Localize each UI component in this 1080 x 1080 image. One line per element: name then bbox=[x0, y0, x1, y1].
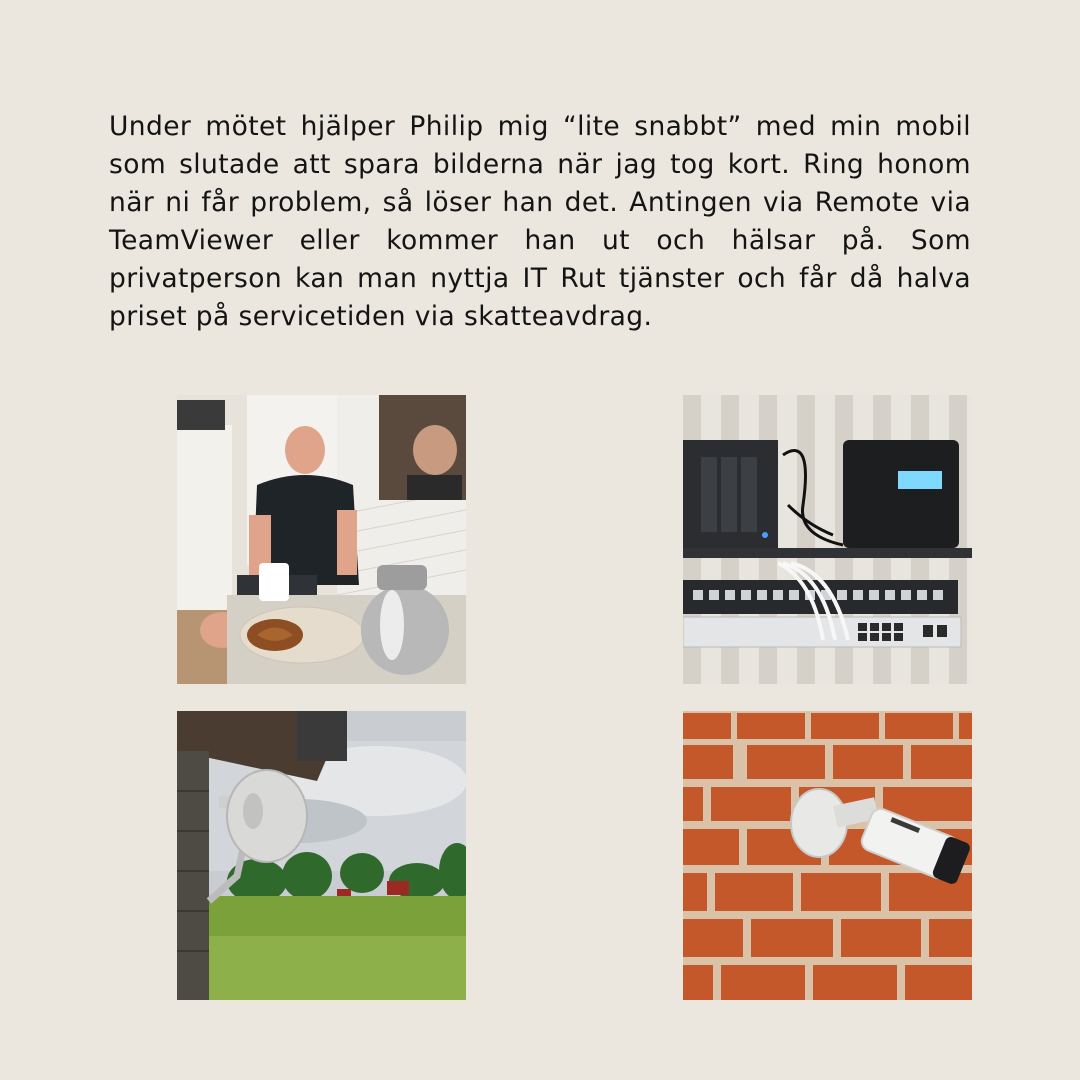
security-camera-icon bbox=[683, 711, 972, 1000]
photo-man-at-table bbox=[177, 395, 466, 684]
body-paragraph: Under mötet hjälper Philip mig “lite snabbt” med min mobil som slutade att spara bilderna när jag tog kort. Ring honom när ni får problem, så löser han det. Antingen via Remote via TeamViewer eller kommer han ut och hälsar på. Som privatperson kan man nyttja IT Rut tjänster och får då halva priset på servicetiden via skatteavdrag. bbox=[109, 111, 971, 332]
person-with-coffee-icon bbox=[177, 395, 466, 684]
server-rack-icon bbox=[683, 395, 972, 684]
photo-network-rack bbox=[683, 395, 972, 684]
satellite-dish-icon bbox=[177, 711, 466, 1000]
photo-security-camera bbox=[683, 711, 972, 1000]
photo-antenna-field bbox=[177, 711, 466, 1000]
